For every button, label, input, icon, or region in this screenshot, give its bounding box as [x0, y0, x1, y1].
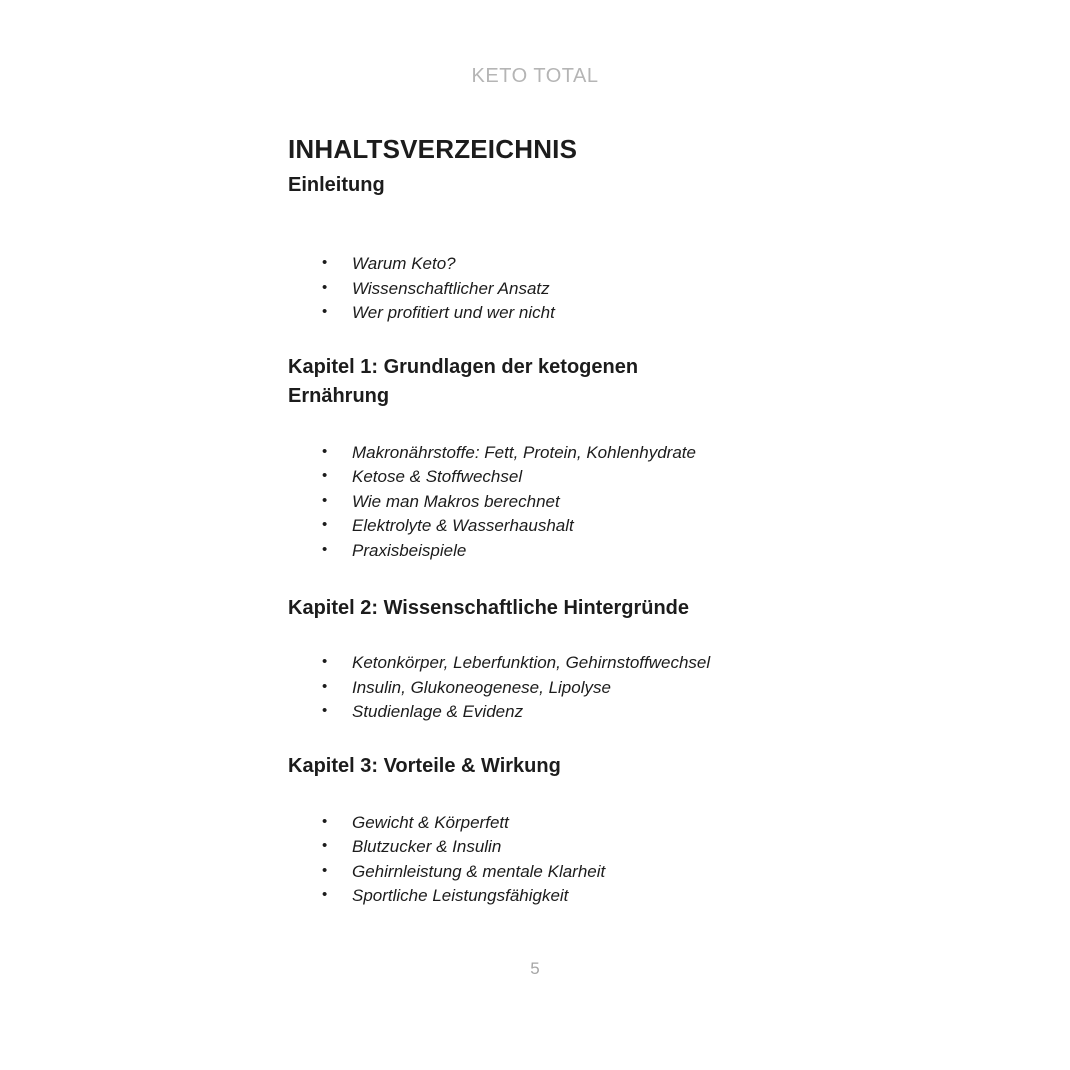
toc-item-text: Studienlage & Evidenz	[352, 702, 524, 721]
toc-item-text: Sportliche Leistungsfähigkeit	[352, 886, 569, 905]
bullet-icon: •	[322, 861, 328, 879]
toc-item-text: Gehirnleistung & mentale Klarheit	[352, 861, 606, 881]
toc-item-text: Blutzucker & Insulin	[352, 837, 502, 856]
running-header: KETO TOTAL	[471, 65, 599, 87]
bullet-icon: •	[322, 278, 328, 296]
toc-item-text: Ketonkörper, Leberfunktion, Gehirnstoffwechsel	[352, 653, 711, 672]
toc-item-text: Wer profitiert und wer nicht	[352, 303, 555, 322]
toc-item-text: Elektrolyte & Wasserhaushalt	[352, 516, 574, 535]
toc-title: INHALTSVERZEICHNIS	[288, 134, 578, 164]
list-item	[288, 835, 758, 860]
toc-item-text: Warum Keto?	[352, 254, 456, 273]
list-item	[288, 811, 758, 836]
list-item	[288, 301, 758, 326]
heading-line: Ernährung	[288, 384, 390, 407]
list-item	[288, 277, 758, 302]
section-heading-kapitel-3: Kapitel 3: Vorteile & Wirkung	[288, 754, 561, 777]
toc-list-kapitel-3	[288, 811, 758, 909]
list-item	[288, 539, 758, 564]
list-item	[288, 490, 758, 515]
toc-item-text: Ketose & Stoffwechsel	[352, 467, 523, 486]
heading-line: Kapitel 1: Grundlagen der ketogenen	[288, 355, 639, 378]
bullet-icon: •	[322, 653, 328, 670]
bullet-icon: •	[322, 442, 328, 460]
bullet-icon: •	[322, 467, 328, 484]
list-item	[288, 884, 758, 909]
list-item	[288, 252, 758, 277]
section-heading-kapitel-2: Kapitel 2: Wissenschaftliche Hintergründe	[288, 597, 690, 619]
bullet-icon: •	[322, 886, 328, 903]
list-item	[288, 651, 758, 676]
list-item	[288, 700, 758, 725]
section-heading-kapitel-1	[288, 353, 758, 411]
bullet-icon: •	[322, 812, 328, 830]
bullet-icon: •	[322, 540, 328, 558]
list-item	[288, 441, 758, 466]
toc-list-kapitel-1	[288, 441, 758, 564]
bullet-icon: •	[322, 837, 328, 854]
toc-list-kapitel-2	[288, 651, 758, 725]
bullet-icon: •	[322, 491, 328, 509]
bullet-icon: •	[322, 677, 328, 695]
toc-item-text: Gewicht & Körperfett	[352, 812, 509, 832]
section-heading-einleitung: Einleitung	[288, 174, 385, 196]
bullet-icon: •	[322, 516, 328, 533]
list-item	[288, 514, 758, 539]
list-item	[288, 860, 758, 885]
toc-content	[288, 134, 758, 909]
page-number: 5	[530, 958, 540, 978]
list-item	[288, 676, 758, 701]
toc-item-text: Wissenschaftlicher Ansatz	[352, 278, 550, 298]
toc-item-text: Praxisbeispiele	[352, 540, 467, 560]
toc-item-text: Makronährstoffe: Fett, Protein, Kohlenhydrate	[352, 442, 696, 462]
bullet-icon: •	[322, 702, 328, 719]
toc-item-text: Insulin, Glukoneogenese, Lipolyse	[352, 677, 611, 697]
toc-list-einleitung	[288, 252, 758, 326]
list-item	[288, 465, 758, 490]
toc-item-text: Wie man Makros berechnet	[352, 491, 560, 511]
bullet-icon: •	[322, 303, 328, 320]
bullet-icon: •	[322, 254, 328, 271]
